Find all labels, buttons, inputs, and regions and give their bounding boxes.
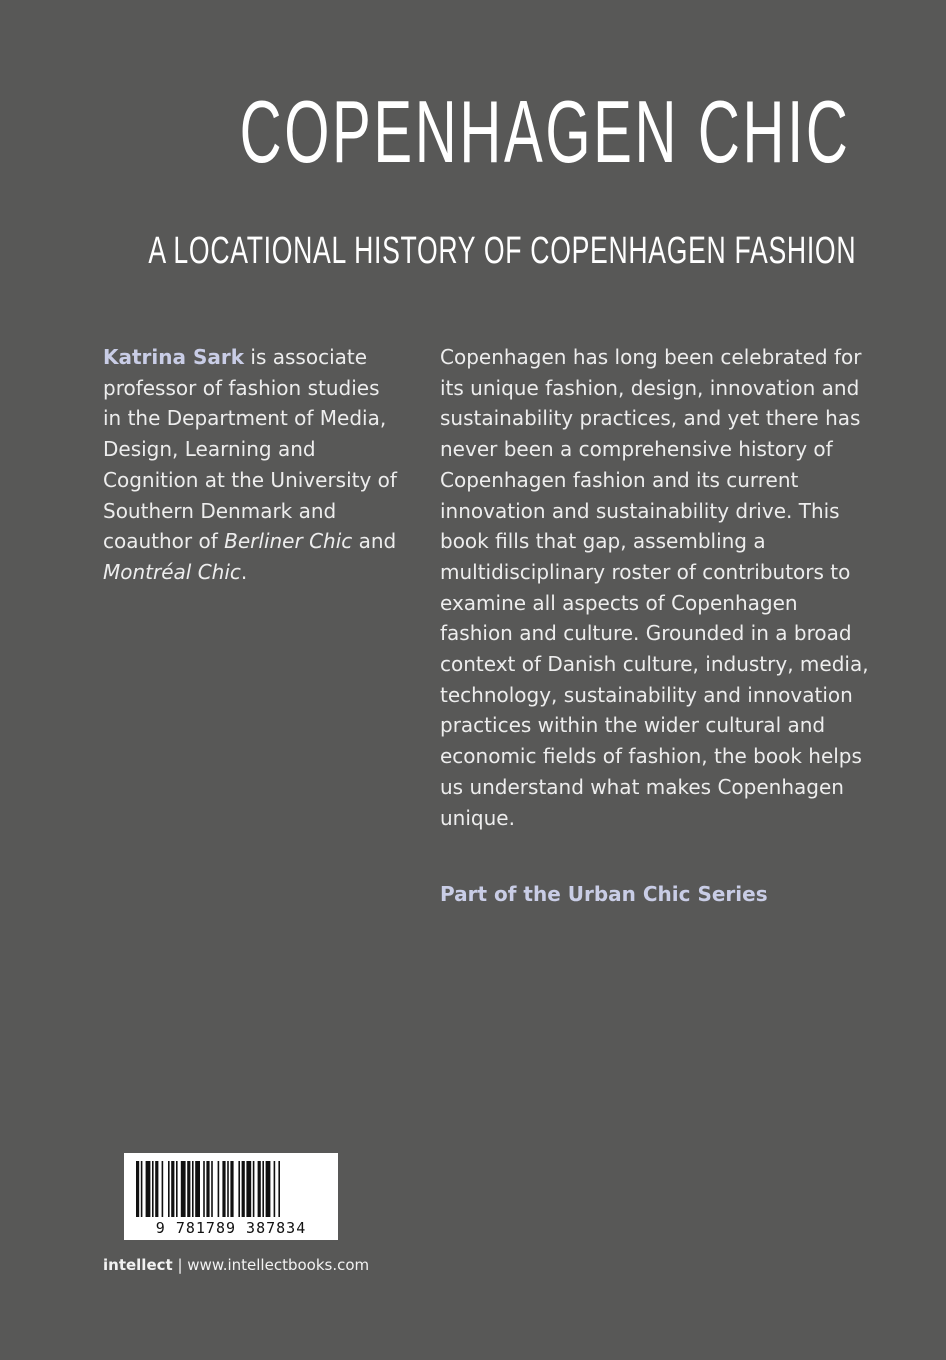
book-description: Copenhagen has long been celebrated for its unique fashion, design, innovation and sustainability practices, and yet there has never been a comprehensive history of Copenhagen fashion and its current innovation and sustainability drive. This book fills that gap, assembling a multidisciplinary roster of contributors to examine all aspects of Copenhagen fashion and culture. Grounded in a broad context of Danish culture, industry, media, technology, sustainability and innovation practices within the wider cultural and economic fields of fashion, the book helps us understand what makes Copenhagen unique. xyxy=(440,345,869,830)
barcode xyxy=(124,1153,338,1240)
series-note: Part of the Urban Chic Series xyxy=(440,882,768,906)
related-book-title: Berliner Chic xyxy=(224,529,353,554)
bio-text: . xyxy=(240,559,248,584)
bio-text: and xyxy=(352,529,397,554)
footer-separator: | xyxy=(172,1256,188,1274)
publisher-footer xyxy=(103,1256,369,1274)
book-subtitle: A LOCATIONAL HISTORY OF COPENHAGEN FASHION xyxy=(148,230,856,272)
publisher-name: intellect xyxy=(103,1256,173,1274)
book-title: COPENHAGEN CHIC xyxy=(239,82,850,181)
isbn-number: 9 781789 387834 xyxy=(155,1219,307,1237)
related-book-title: Montréal Chic xyxy=(103,559,241,584)
publisher-website[interactable]: www.intellectbooks.com xyxy=(187,1256,370,1274)
author-name: Katrina Sark xyxy=(103,345,245,369)
author-bio xyxy=(103,342,403,588)
bio-text: is associate professor of fashion studies in the Department of Media, Design, Learning and Cognition at the University of Southern Denmark and coauthor of xyxy=(103,345,397,554)
